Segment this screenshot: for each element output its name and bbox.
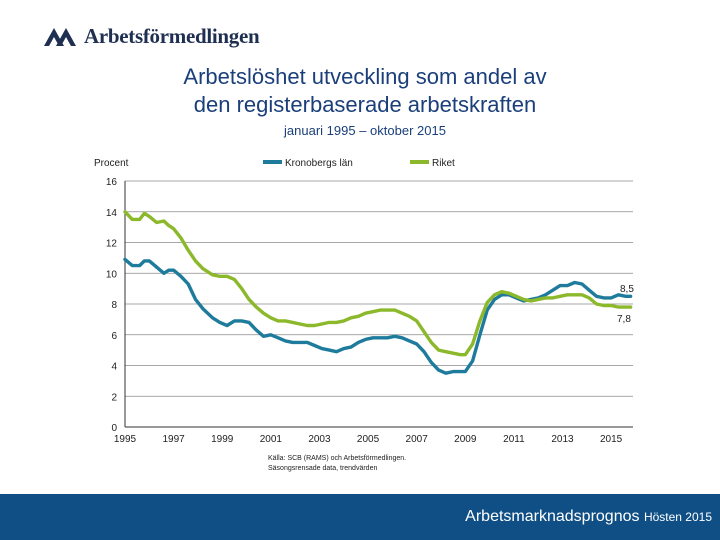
series-line-kronoberg bbox=[125, 259, 631, 373]
legend-label-kronoberg: Kronobergs län bbox=[285, 158, 353, 169]
y-tick-label: 4 bbox=[111, 361, 117, 373]
x-tick-label: 2009 bbox=[454, 434, 477, 445]
y-tick-label: 0 bbox=[111, 423, 117, 434]
y-tick-label: 2 bbox=[111, 392, 117, 404]
x-tick-label: 1997 bbox=[162, 434, 185, 445]
x-tick-label: 2007 bbox=[405, 434, 428, 445]
data-note: Säsongsrensade data, trendvärden bbox=[268, 465, 378, 472]
y-tick-label: 10 bbox=[105, 269, 117, 281]
x-tick-label: 2001 bbox=[259, 434, 282, 445]
y-tick-label: 6 bbox=[111, 330, 117, 342]
source-note: Källa: SCB (RAMS) och Arbetsförmedlingen. bbox=[268, 455, 407, 462]
legend-label-riket: Riket bbox=[432, 158, 455, 169]
x-tick-label: 1999 bbox=[211, 434, 234, 445]
series-lines bbox=[125, 212, 631, 373]
chart-title-line-2: den registerbaserade arbetskraften bbox=[193, 92, 537, 117]
y-axis-label: Procent bbox=[94, 158, 129, 169]
footer-bar bbox=[0, 494, 720, 540]
data-label-riket-end: 7,8 bbox=[617, 314, 631, 325]
footer-title: Arbetsmarknadsprognos bbox=[465, 508, 640, 525]
y-tick-label: 8 bbox=[111, 300, 117, 311]
x-tick-label: 2015 bbox=[599, 434, 623, 445]
x-tick-label: 2005 bbox=[356, 434, 380, 445]
x-tick-label: 2013 bbox=[551, 434, 574, 445]
footer-season: Hösten 2015 bbox=[643, 510, 712, 524]
logo-text: Arbetsförmedlingen bbox=[84, 24, 260, 48]
x-tick-labels bbox=[114, 434, 623, 445]
chart-subtitle: januari 1995 – oktober 2015 bbox=[284, 123, 446, 138]
series-line-riket bbox=[125, 212, 631, 355]
chart-title-line-1: Arbetslöshet utveckling som andel av bbox=[183, 64, 547, 89]
x-tick-label: 2011 bbox=[503, 434, 525, 445]
y-tick-label: 16 bbox=[105, 177, 117, 188]
data-label-kronoberg-end: 8,5 bbox=[620, 284, 634, 295]
x-tick-label: 2003 bbox=[308, 434, 331, 445]
footer-text bbox=[465, 508, 712, 526]
x-tick-label: 1995 bbox=[113, 434, 137, 445]
y-tick-label: 14 bbox=[105, 207, 117, 219]
y-tick-label: 12 bbox=[105, 238, 117, 250]
y-tick-labels bbox=[106, 177, 118, 434]
